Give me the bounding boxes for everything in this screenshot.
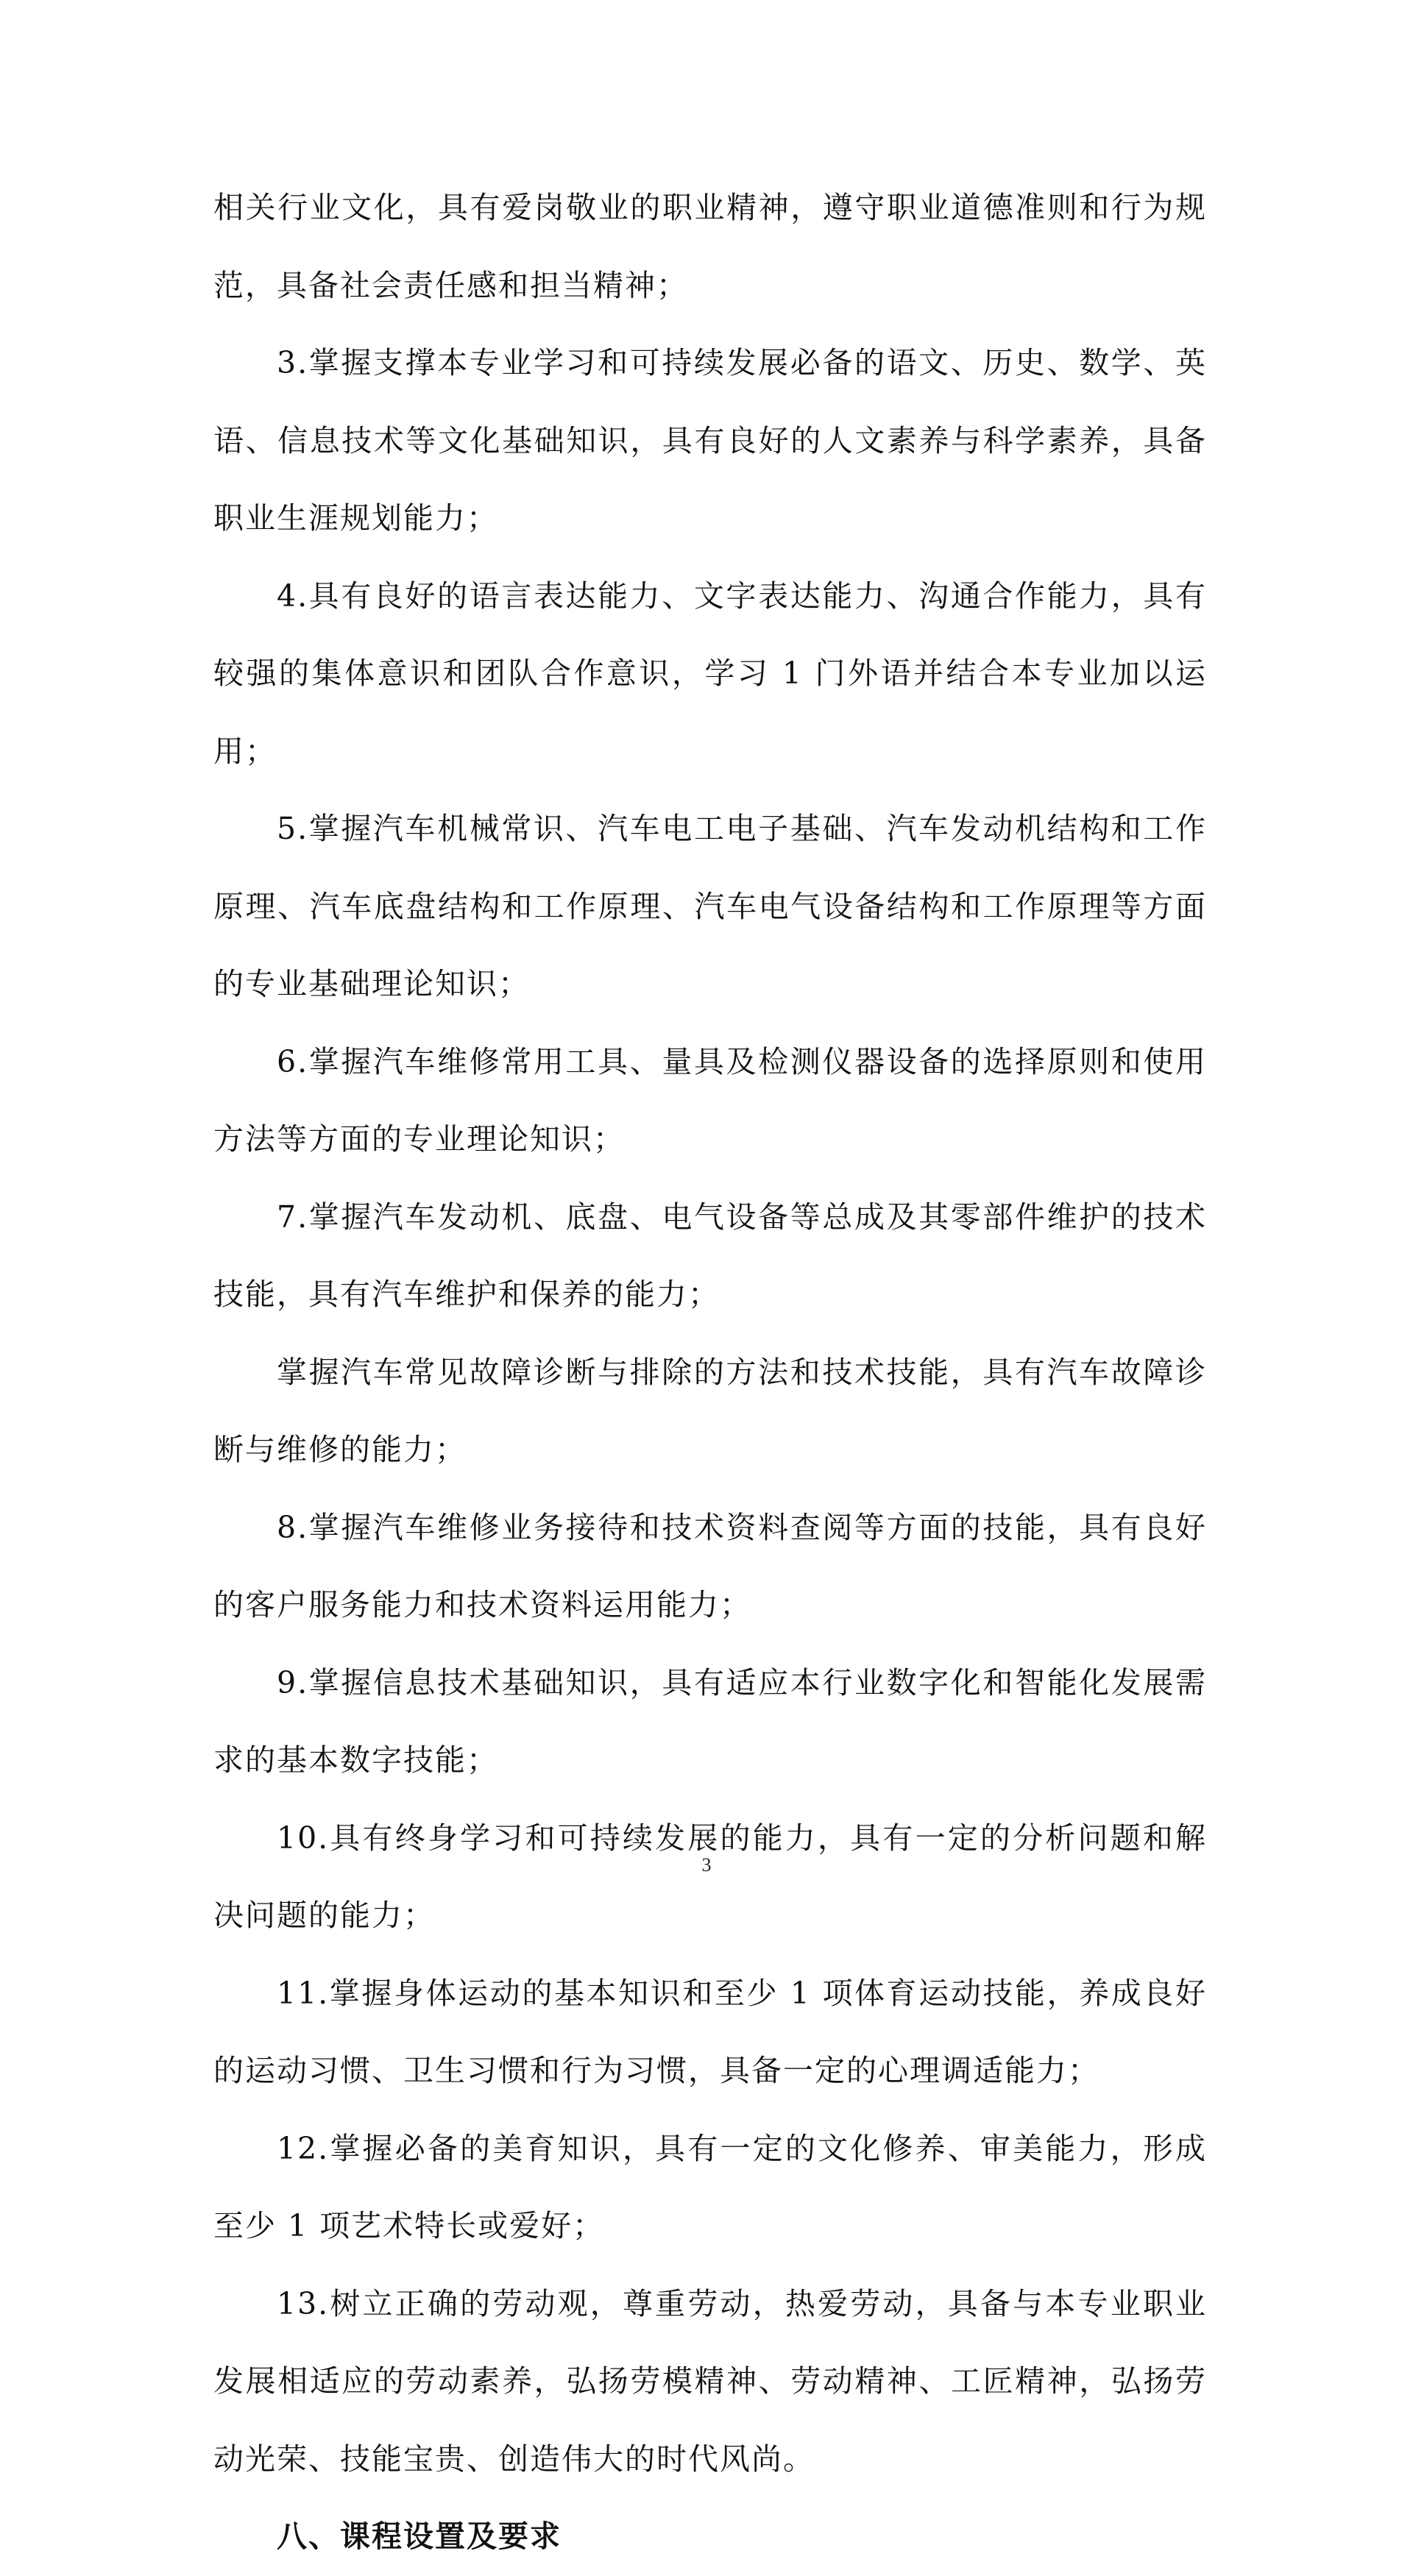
paragraph-item-9: 9.掌握信息技术基础知识，具有适应本行业数字化和智能化发展需求的基本数字技能； — [213, 1664, 1207, 1778]
paragraph-item-12: 12.掌握必备的美育知识，具有一定的文化修养、审美能力，形成至少 1 项艺术特长或爱好； — [213, 2130, 1207, 2243]
page-body — [213, 169, 1207, 2576]
paragraph-item-5: 5.掌握汽车机械常识、汽车电工电子基础、汽车发动机结构和工作原理、汽车底盘结构和工作原理、汽车电气设备结构和工作原理等方面的专业基础理论知识； — [213, 811, 1207, 1001]
section-heading: 八、课程设置及要求 — [277, 2519, 562, 2554]
paragraph-item-6: 6.掌握汽车维修常用工具、量具及检测仪器设备的选择原则和使用方法等方面的专业理论知识； — [213, 1043, 1207, 1157]
paragraph-item-4: 4.具有良好的语言表达能力、文字表达能力、沟通合作能力，具有较强的集体意识和团队合作意识，学习 1 门外语并结合本专业加以运用； — [213, 578, 1207, 769]
paragraph-item-3: 3.掌握支撑本专业学习和可持续发展必备的语文、历史、数学、英语、信息技术等文化基础知识，具有良好的人文素养与科学素养，具备职业生涯规划能力； — [213, 345, 1207, 536]
paragraph-item-8: 8.掌握汽车维修业务接待和技术资料查阅等方面的技能，具有良好的客户服务能力和技术资料运用能力； — [213, 1509, 1207, 1622]
paragraph-item-11: 11.掌握身体运动的基本知识和至少 1 项体育运动技能，养成良好的运动习惯、卫生习惯和行为习惯，具备一定的心理调适能力； — [213, 1975, 1207, 2088]
paragraph-item-10: 10.具有终身学习和可持续发展的能力，具有一定的分析问题和解决问题的能力； — [213, 1820, 1207, 1933]
paragraph-item-7-continued: 掌握汽车常见故障诊断与排除的方法和技术技能，具有汽车故障诊断与维修的能力； — [213, 1354, 1207, 1467]
paragraph-item-7: 7.掌握汽车发动机、底盘、电气设备等总成及其零部件维护的技术技能，具有汽车维护和保养的能力； — [213, 1199, 1207, 1312]
paragraph-item-13: 13.树立正确的劳动观，尊重劳动，热爱劳动，具备与本专业职业发展相适应的劳动素养，弘扬劳模精神、劳动精神、工匠精神，弘扬劳动光荣、技能宝贵、创造伟大的时代风尚。 — [213, 2285, 1207, 2477]
paragraph-continued: 相关行业文化，具有爱岗敬业的职业精神，遵守职业道德准则和行为规范，具备社会责任感和担当精神； — [213, 190, 1207, 303]
page-number: 3 — [701, 1854, 712, 1876]
